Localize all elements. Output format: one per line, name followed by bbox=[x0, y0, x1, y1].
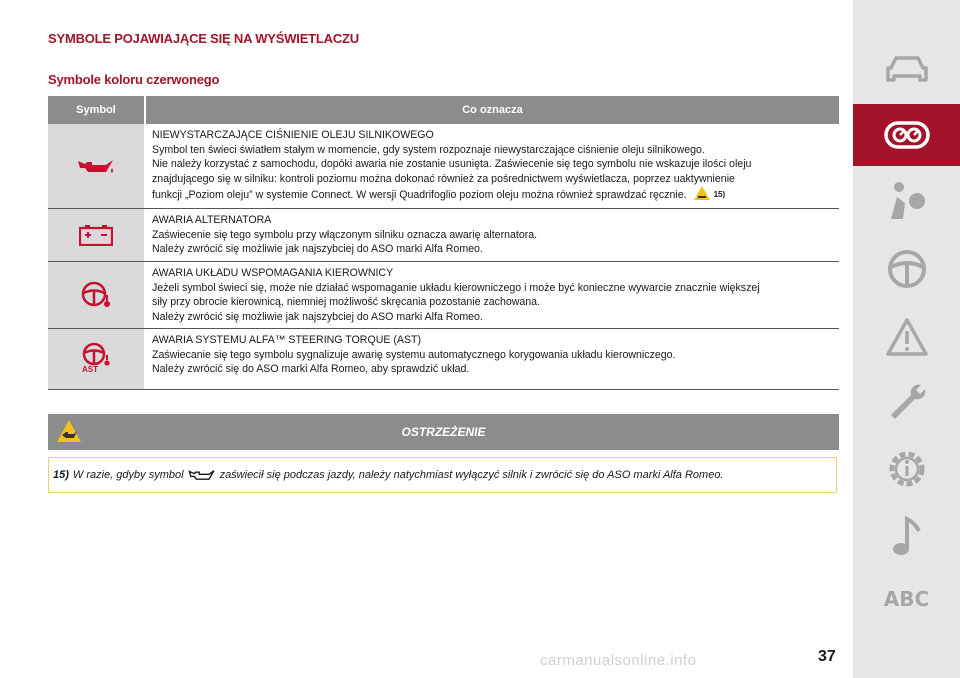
col-header-symbol: Symbol bbox=[76, 104, 116, 116]
symbol-cell bbox=[48, 262, 144, 328]
steering-wheel-icon bbox=[886, 248, 928, 290]
dashboard-icon bbox=[884, 120, 930, 150]
meaning-cell bbox=[144, 209, 839, 261]
warning-text-before: W razie, gdyby symbol bbox=[72, 469, 184, 481]
symbol-cell bbox=[48, 329, 144, 389]
music-note-icon bbox=[889, 515, 925, 559]
row-text-line: Należy zwrócić się możliwie jak najszybciej do ASO marki Alfa Romeo. bbox=[152, 243, 483, 256]
battery-icon bbox=[79, 224, 113, 246]
sidebar-item-index[interactable] bbox=[853, 568, 960, 630]
sidebar-item-car[interactable] bbox=[853, 38, 960, 100]
page-heading: SYMBOLE POJAWIAJĄCE SIĘ NA WYŚWIETLACZU bbox=[48, 31, 359, 46]
steering-wheel-warning-icon bbox=[81, 281, 111, 309]
table-row bbox=[48, 329, 839, 390]
reference-link[interactable]: 15) bbox=[713, 190, 726, 200]
warning-triangle-icon bbox=[885, 317, 929, 357]
col-header-meaning: Co oznacza bbox=[144, 96, 839, 124]
meaning-cell bbox=[144, 262, 839, 328]
table-header bbox=[48, 96, 839, 124]
row-text-line: Symbol ten świeci światłem stałym w momencie, gdy system rozpoznaje niewystarczające ciśnienie oleju silnikowego. bbox=[152, 143, 705, 156]
warning-text-after: zaświecił się podczas jazdy, należy natychmiast wyłączyć silnik i zwrócić się do ASO marki Alfa Romeo. bbox=[219, 469, 724, 481]
symbol-cell bbox=[48, 124, 144, 208]
row-text: funkcji „Poziom oleju” w systemie Connect. W wersji Quadrifoglio poziom oleju można również sprawdzać ręcznie. bbox=[152, 189, 687, 202]
row-text-line: Należy zwrócić się możliwie jak najszybciej do ASO marki Alfa Romeo. bbox=[152, 310, 483, 323]
sidebar-item-maintenance[interactable] bbox=[853, 372, 960, 434]
section-subheading: Symbole koloru czerwonego bbox=[48, 72, 220, 87]
warning-number: 15) bbox=[53, 469, 69, 481]
symbol-cell bbox=[48, 209, 144, 261]
meaning-cell bbox=[144, 124, 839, 208]
row-text-line: Zaświecanie się tego symbolu sygnalizuje awarię systemu automatycznego korygowania układu kierowniczego. bbox=[152, 348, 676, 361]
row-title: AWARIA SYSTEMU ALFA™ STEERING TORQUE (AST) bbox=[152, 334, 422, 346]
sidebar-item-dashboard[interactable] bbox=[853, 104, 960, 166]
sidebar-item-multimedia[interactable] bbox=[853, 506, 960, 568]
abc-icon: ABC bbox=[883, 587, 930, 611]
sidebar-item-airbag[interactable] bbox=[853, 170, 960, 232]
ast-label: AST bbox=[82, 365, 98, 374]
table-row bbox=[48, 209, 839, 262]
row-text-line: Zaświecenie się tego symbolu przy włączonym silniku oznacza awarię alternatora. bbox=[152, 228, 538, 241]
info-gear-icon bbox=[885, 447, 929, 491]
watermark: carmanualsonline.info bbox=[540, 652, 697, 669]
row-title: NIEWYSTARCZAJĄCE CIŚNIENIE OLEJU SILNIKOWEGO bbox=[152, 129, 434, 141]
oil-pressure-icon bbox=[187, 468, 217, 482]
sidebar-item-steering[interactable] bbox=[853, 238, 960, 300]
airbag-icon bbox=[885, 179, 929, 223]
row-text-line: Należy zwrócić się do ASO marki Alfa Romeo, aby sprawdzić układ. bbox=[152, 363, 470, 376]
car-icon bbox=[885, 54, 929, 84]
row-text-line: siły przy obrocie kierownicą, niemniej możliwość skręcania pozostanie zachowana. bbox=[152, 296, 541, 309]
warning-triangle-icon bbox=[694, 186, 710, 200]
row-text-line: Nie należy korzystać z samochodu, dopóki awaria nie zostanie usunięta. Zaświecenie się tego symbolu nie wskazuje ilości oleju bbox=[152, 158, 752, 171]
row-title: AWARIA UKŁADU WSPOMAGANIA KIEROWNICY bbox=[152, 267, 394, 279]
warning-header bbox=[48, 414, 839, 450]
warning-title: OSTRZEŻENIE bbox=[401, 425, 486, 439]
row-text-line: znajdującego się w silniku: kontroli poziomu można dokonać również za pośrednictwem wyświetlacza, poprzez uaktywnienie bbox=[152, 172, 735, 185]
sidebar-item-technical-data[interactable] bbox=[853, 438, 960, 500]
row-text-line: Jeżeli symbol świeci się, może nie działać wspomaganie układu kierowniczego i może być konieczne wywarcie znacznie większej bbox=[152, 281, 760, 294]
table-row bbox=[48, 124, 839, 209]
row-text-line bbox=[152, 186, 833, 203]
symbols-table bbox=[48, 96, 839, 390]
warning-box bbox=[48, 457, 837, 493]
chapter-sidebar bbox=[853, 0, 960, 678]
oil-pressure-icon bbox=[76, 156, 116, 176]
page-number: 37 bbox=[818, 648, 836, 665]
row-title: AWARIA ALTERNATORA bbox=[152, 214, 272, 226]
sidebar-item-warnings[interactable] bbox=[853, 306, 960, 368]
table-row bbox=[48, 262, 839, 329]
meaning-cell bbox=[144, 329, 839, 389]
ast-icon-wrap bbox=[81, 342, 111, 376]
wrench-icon bbox=[885, 381, 929, 425]
